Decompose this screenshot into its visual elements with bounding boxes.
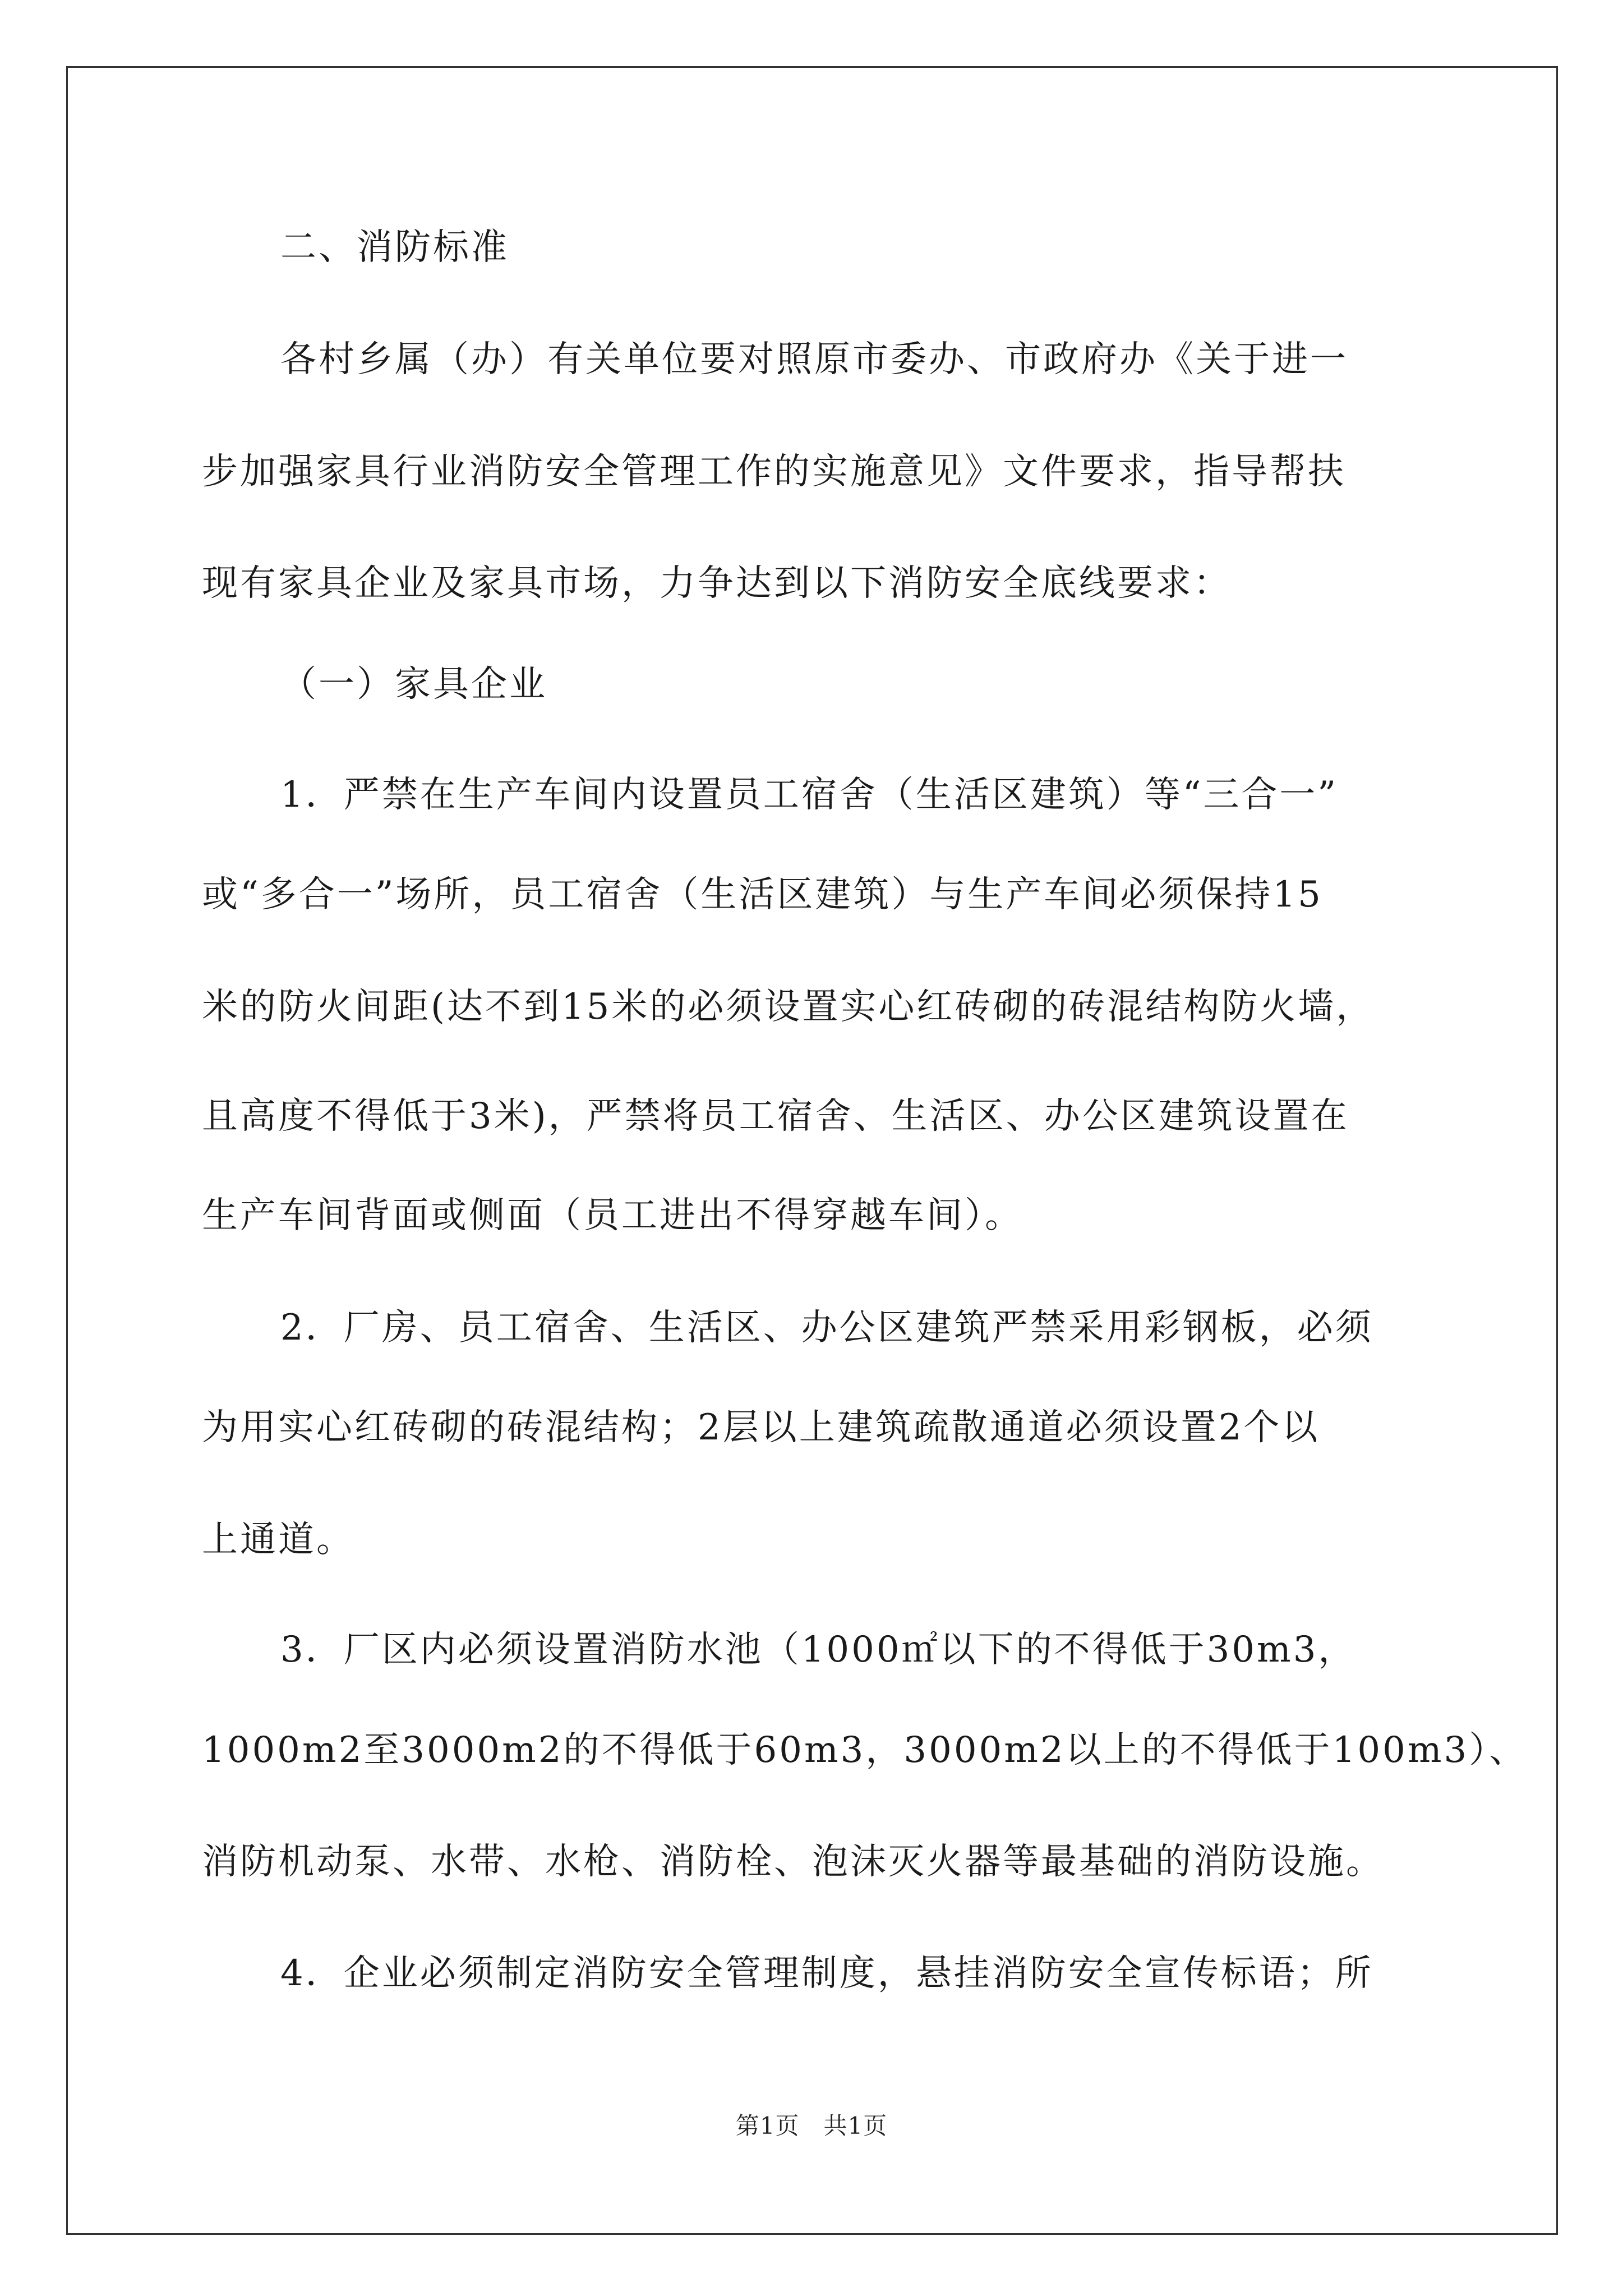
paragraph-line: 或“多合一”场所，员工宿舍（生活区建筑）与生产车间必须保持15 [202,874,1323,915]
paragraph-line: 各村乡属（办）有关单位要对照原市委办、市政府办《关于进一 [280,339,1348,380]
paragraph-line: 现有家具企业及家具市场，力争达到以下消防安全底线要求： [202,563,1232,604]
paragraph-line: 为用实心红砖砌的砖混结构；2层以上建筑疏散通道必须设置2个以 [202,1407,1320,1448]
paragraph-line: 3．厂区内必须设置消防水池（1000㎡以下的不得低于30m3， [280,1629,1357,1671]
paragraph-line: 步加强家具行业消防安全管理工作的实施意见》文件要求，指导帮扶 [202,451,1346,493]
paragraph-line: 2．厂房、员工宿舍、生活区、办公区建筑严禁采用彩钢板，必须 [280,1307,1373,1349]
paragraph-line: 消防机动泵、水带、水枪、消防栓、泡沫灭火器等最基础的消防设施。 [202,1841,1384,1883]
paragraph-line: 1．严禁在生产车间内设置员工宿舍（生活区建筑）等“三合一” [280,774,1339,816]
page-number-footer: 第1页 共1页 [735,2112,888,2139]
page-border [66,66,1558,2235]
paragraph-line: 米的防火间距(达不到15米的必须设置实心红砖砌的砖混结构防火墙， [202,986,1375,1028]
paragraph-line: 生产车间背面或侧面（员工进出不得穿越车间）。 [202,1195,1023,1236]
paragraph-line: 1000m2至3000m2的不得低于60m3，3000m2以上的不得低于100m3）、 [202,1729,1528,1771]
subsection-heading: （一）家具企业 [280,664,547,705]
paragraph-line: 上通道。 [202,1519,354,1561]
section-heading: 二、消防标准 [280,227,509,268]
paragraph-line: 且高度不得低于3米)，严禁将员工宿舍、生活区、办公区建筑设置在 [202,1096,1349,1137]
paragraph-line: 4．企业必须制定消防安全管理制度，悬挂消防安全宣传标语；所 [280,1953,1373,1994]
